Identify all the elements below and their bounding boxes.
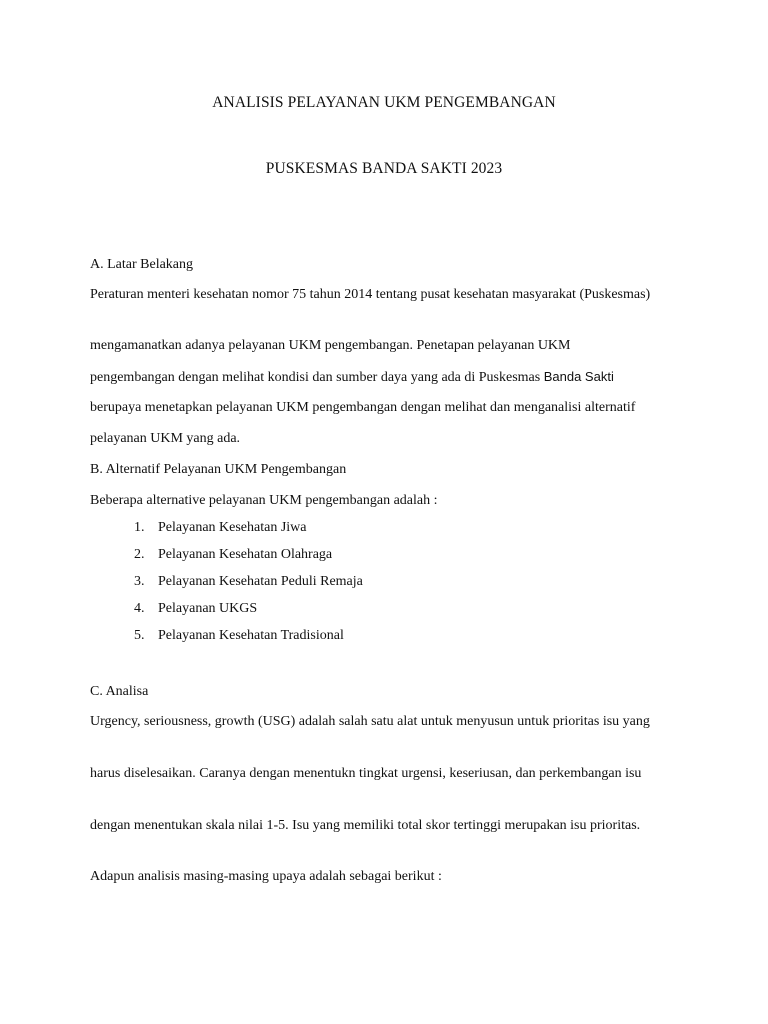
list-item-text: Pelayanan Kesehatan Olahraga [158, 547, 333, 562]
section-a-paragraph-4: berupaya menetapkan pelayanan UKM pengembangan dengan melihat dan menganalisi alternatif [90, 400, 636, 415]
list-item [134, 628, 344, 644]
section-a-paragraph-5: pelayanan UKM yang ada. [90, 431, 241, 446]
document-title: ANALISIS PELAYANAN UKM PENGEMBANGAN [212, 94, 556, 111]
section-c-paragraph-2: harus diselesaikan. Caranya dengan menentukn tingkat urgensi, keseriusan, dan perkembangan isu [90, 766, 642, 781]
section-c-paragraph-4: Adapun analisis masing-masing upaya adalah sebagai berikut : [90, 869, 442, 884]
list-item-number: 4. [134, 601, 145, 616]
list-item-number: 5. [134, 628, 145, 643]
section-a-paragraph-3-text: pengembangan dengan melihat kondisi dan sumber daya yang ada di Puskesmas [90, 370, 544, 385]
list-item [134, 547, 332, 563]
section-b-heading: B. Alternatif Pelayanan UKM Pengembangan [90, 462, 347, 477]
section-a-paragraph-3 [90, 366, 678, 388]
section-a-paragraph-1: Peraturan menteri kesehatan nomor 75 tahun 2014 tentang pusat kesehatan masyarakat (Puskesmas) [90, 287, 651, 302]
list-item [134, 601, 257, 617]
list-item-number: 1. [134, 520, 145, 535]
place-name: Banda Sakti [543, 369, 614, 384]
section-c-paragraph-1: Urgency, seriousness, growth (USG) adalah salah satu alat untuk menyusun untuk prioritas isu yang [90, 714, 650, 729]
list-item-text: Pelayanan Kesehatan Jiwa [158, 520, 307, 535]
list-item-text: Pelayanan UKGS [158, 601, 258, 616]
list-item-text: Pelayanan Kesehatan Tradisional [158, 628, 344, 643]
section-b-intro: Beberapa alternative pelayanan UKM pengembangan adalah : [90, 493, 438, 508]
section-c-paragraph-3: dengan menentukan skala nilai 1-5. Isu yang memiliki total skor tertinggi merupakan isu prioritas. [90, 818, 641, 833]
list-item-text: Pelayanan Kesehatan Peduli Remaja [158, 574, 363, 589]
section-c-heading: C. Analisa [90, 684, 149, 699]
list-item [134, 574, 363, 590]
list-item-number: 2. [134, 547, 145, 562]
list-item [134, 520, 307, 536]
section-a-paragraph-2: mengamanatkan adanya pelayanan UKM pengembangan. Penetapan pelayanan UKM [90, 338, 571, 353]
list-item-number: 3. [134, 574, 145, 589]
section-a-heading: A. Latar Belakang [90, 257, 194, 272]
document-subtitle: PUSKESMAS BANDA SAKTI 2023 [265, 160, 503, 177]
